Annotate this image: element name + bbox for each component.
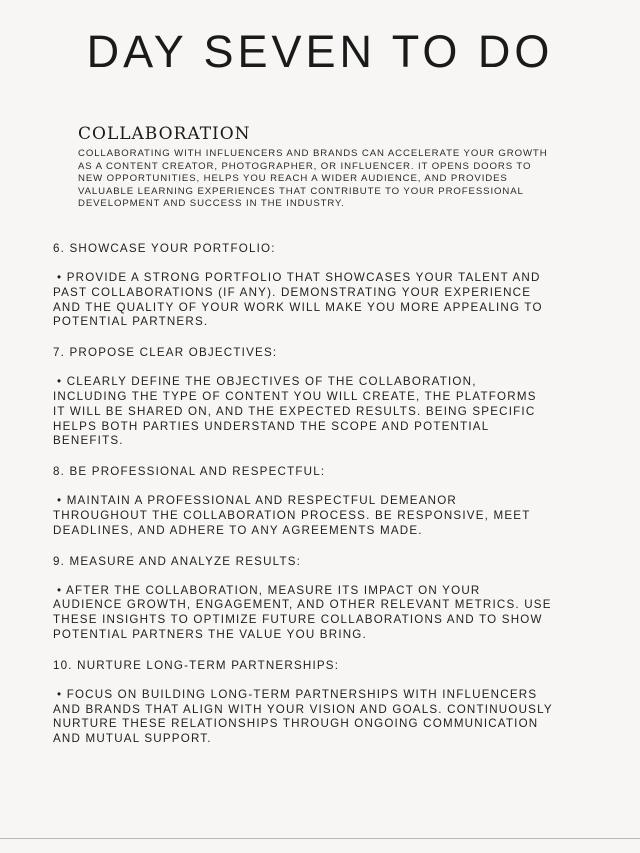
bullet: • bbox=[57, 494, 63, 508]
tip-text bbox=[53, 271, 553, 330]
tip-item bbox=[53, 241, 553, 330]
tip-item bbox=[53, 554, 553, 643]
tip-body: FOCUS ON BUILDING LONG-TERM PARTNERSHIPS WITH INFLUENCERS AND BRANDS THAT ALIGN WITH YOUR VISION AND GOALS. CONTINUOUSLY NURTURE THESE RELATIONSHIPS THROUGH ONGOING COMMUNICATION AND MUTUAL SUPPORT. bbox=[53, 687, 553, 746]
tip-body: PROVIDE A STRONG PORTFOLIO THAT SHOWCASES YOUR TALENT AND PAST COLLABORATIONS (IF ANY). DEMONSTRATING YOUR EXPERIENCE AND THE QUALITY OF YOUR WORK WILL MAKE YOU MORE APPEALING TO POTENTIAL PARTNERS. bbox=[53, 271, 543, 329]
bullet: • bbox=[57, 271, 63, 284]
bullet: • bbox=[57, 687, 63, 701]
tip-heading: 8. BE PROFESSIONAL AND RESPECTFUL: bbox=[53, 465, 326, 479]
tip-item bbox=[53, 658, 553, 747]
tips-list bbox=[53, 241, 553, 762]
tip-text bbox=[53, 688, 553, 747]
tip-body: CLEARLY DEFINE THE OBJECTIVES OF THE COLLABORATION, INCLUDING THE TYPE OF CONTENT YOU WILL CREATE, THE PLATFORMS IT WILL BE SHARED ON, AND THE EXPECTED RESULTS. BEING SPECIFIC HELPS BOTH PARTIES UNDERSTAND THE SCOPE AND POTENTIAL BENEFITS. bbox=[53, 375, 537, 448]
tip-text bbox=[53, 584, 553, 643]
collaboration-section bbox=[78, 124, 548, 211]
tip-text bbox=[53, 494, 553, 538]
tip-item bbox=[53, 345, 553, 449]
tip-heading: 7. PROPOSE CLEAR OBJECTIVES: bbox=[53, 346, 278, 360]
tip-item bbox=[53, 464, 553, 538]
page-title: DAY SEVEN TO DO bbox=[86, 26, 554, 77]
bullet: • bbox=[57, 583, 63, 597]
bullet: • bbox=[57, 375, 63, 389]
tip-heading: 9. MEASURE AND ANALYZE RESULTS: bbox=[53, 554, 302, 568]
bottom-divider bbox=[0, 838, 640, 839]
tip-body: AFTER THE COLLABORATION, MEASURE ITS IMPACT ON YOUR AUDIENCE GROWTH, ENGAGEMENT, AND OTHER RELEVANT METRICS. USE THESE INSIGHTS TO OPTIMIZE FUTURE COLLABORATIONS AND TO SHOW POTENTIAL PARTNERS THE VALUE YOU BRING. bbox=[53, 583, 552, 641]
tip-heading: 10. NURTURE LONG-TERM PARTNERSHIPS: bbox=[53, 658, 340, 672]
tip-heading: 6. SHOWCASE YOUR PORTFOLIO: bbox=[53, 242, 276, 255]
section-body: COLLABORATING WITH INFLUENCERS AND BRANDS CAN ACCELERATE YOUR GROWTH AS A CONTENT CREATOR, PHOTOGRAPHER, OR INFLUENCER. IT OPENS DOORS TO NEW OPPORTUNITIES, HELPS YOU REACH A WIDER AUDIENCE, AND PROVIDES VALUABLE LEARNING EXPERIENCES THAT CONTRIBUTE TO YOUR PROFESSIONAL DEVELOPMENT AND SUCCESS IN THE INDUSTRY. bbox=[78, 148, 548, 210]
tip-text bbox=[53, 375, 553, 449]
section-heading: COLLABORATION bbox=[78, 124, 251, 144]
tip-body: MAINTAIN A PROFESSIONAL AND RESPECTFUL DEMEANOR THROUGHOUT THE COLLABORATION PROCESS. BE RESPONSIVE, MEET DEADLINES, AND ADHERE TO ANY AGREEMENTS MADE. bbox=[53, 494, 531, 537]
